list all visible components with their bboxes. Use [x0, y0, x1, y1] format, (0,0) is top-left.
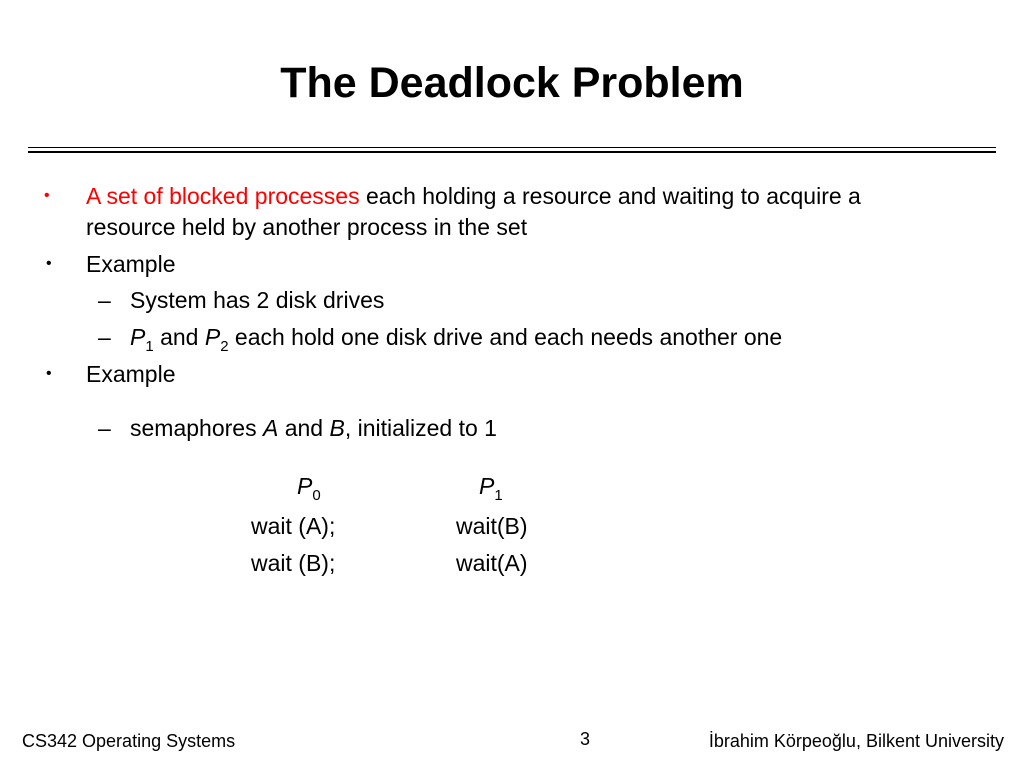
- footer-author: İbrahim Körpeoğlu, Bilkent University: [708, 731, 1004, 751]
- title-divider-top: [28, 147, 996, 148]
- process-0-letter: P: [297, 473, 313, 499]
- bullet-2-text: Example: [86, 251, 176, 277]
- sub-bullet-3-text: [130, 414, 497, 442]
- process-1-op-1: wait(B): [456, 513, 528, 539]
- process-0-index: 0: [312, 487, 321, 504]
- semaphore-a: A: [262, 415, 279, 441]
- process-0-op-2: wait (B);: [251, 550, 336, 576]
- bullet-1-line-1: [86, 182, 861, 210]
- sub-bullet-2-text: [130, 323, 782, 355]
- bullet-1-line-2: resource held by another process in the set: [86, 214, 528, 240]
- sub-bullet-3-prefix: semaphores: [130, 415, 263, 441]
- process-p2-letter: P: [204, 324, 221, 350]
- bullet-1-highlight: A set of blocked processes: [86, 183, 360, 209]
- sub-bullet-1-text: System has 2 disk drives: [130, 287, 385, 313]
- bullet-2-marker: •: [46, 255, 52, 272]
- semaphore-b: B: [329, 415, 345, 441]
- sub-bullet-1-marker: –: [98, 287, 111, 313]
- bullet-3-text: Example: [86, 361, 176, 387]
- sub-bullet-2-and: and: [153, 324, 205, 350]
- sub-bullet-2-rest: each hold one disk drive and each needs another one: [228, 324, 783, 350]
- process-1-index: 1: [494, 487, 503, 504]
- sub-bullet-2-marker: –: [98, 324, 111, 350]
- footer-course: CS342 Operating Systems: [22, 731, 236, 751]
- process-p1-index: 1: [145, 338, 154, 355]
- sub-bullet-3-and: and: [278, 415, 330, 441]
- title-divider-bottom: [28, 151, 996, 153]
- process-0-header: [297, 472, 321, 504]
- process-0-op-1: wait (A);: [251, 513, 336, 539]
- slide-title: The Deadlock Problem: [280, 59, 744, 107]
- process-p1-letter: P: [130, 324, 146, 350]
- footer-page-number: 3: [580, 729, 591, 749]
- bullet-3-marker: •: [46, 365, 52, 382]
- process-p2-index: 2: [220, 338, 229, 355]
- sub-bullet-3-marker: –: [98, 415, 111, 441]
- bullet-1-rest: each holding a resource and waiting to acquire a: [359, 183, 861, 209]
- process-1-letter: P: [479, 473, 495, 499]
- process-1-header: [479, 472, 503, 504]
- process-1-op-2: wait(A): [456, 550, 528, 576]
- bullet-1-marker: •: [44, 187, 50, 204]
- sub-bullet-3-suffix: , initialized to 1: [344, 415, 497, 441]
